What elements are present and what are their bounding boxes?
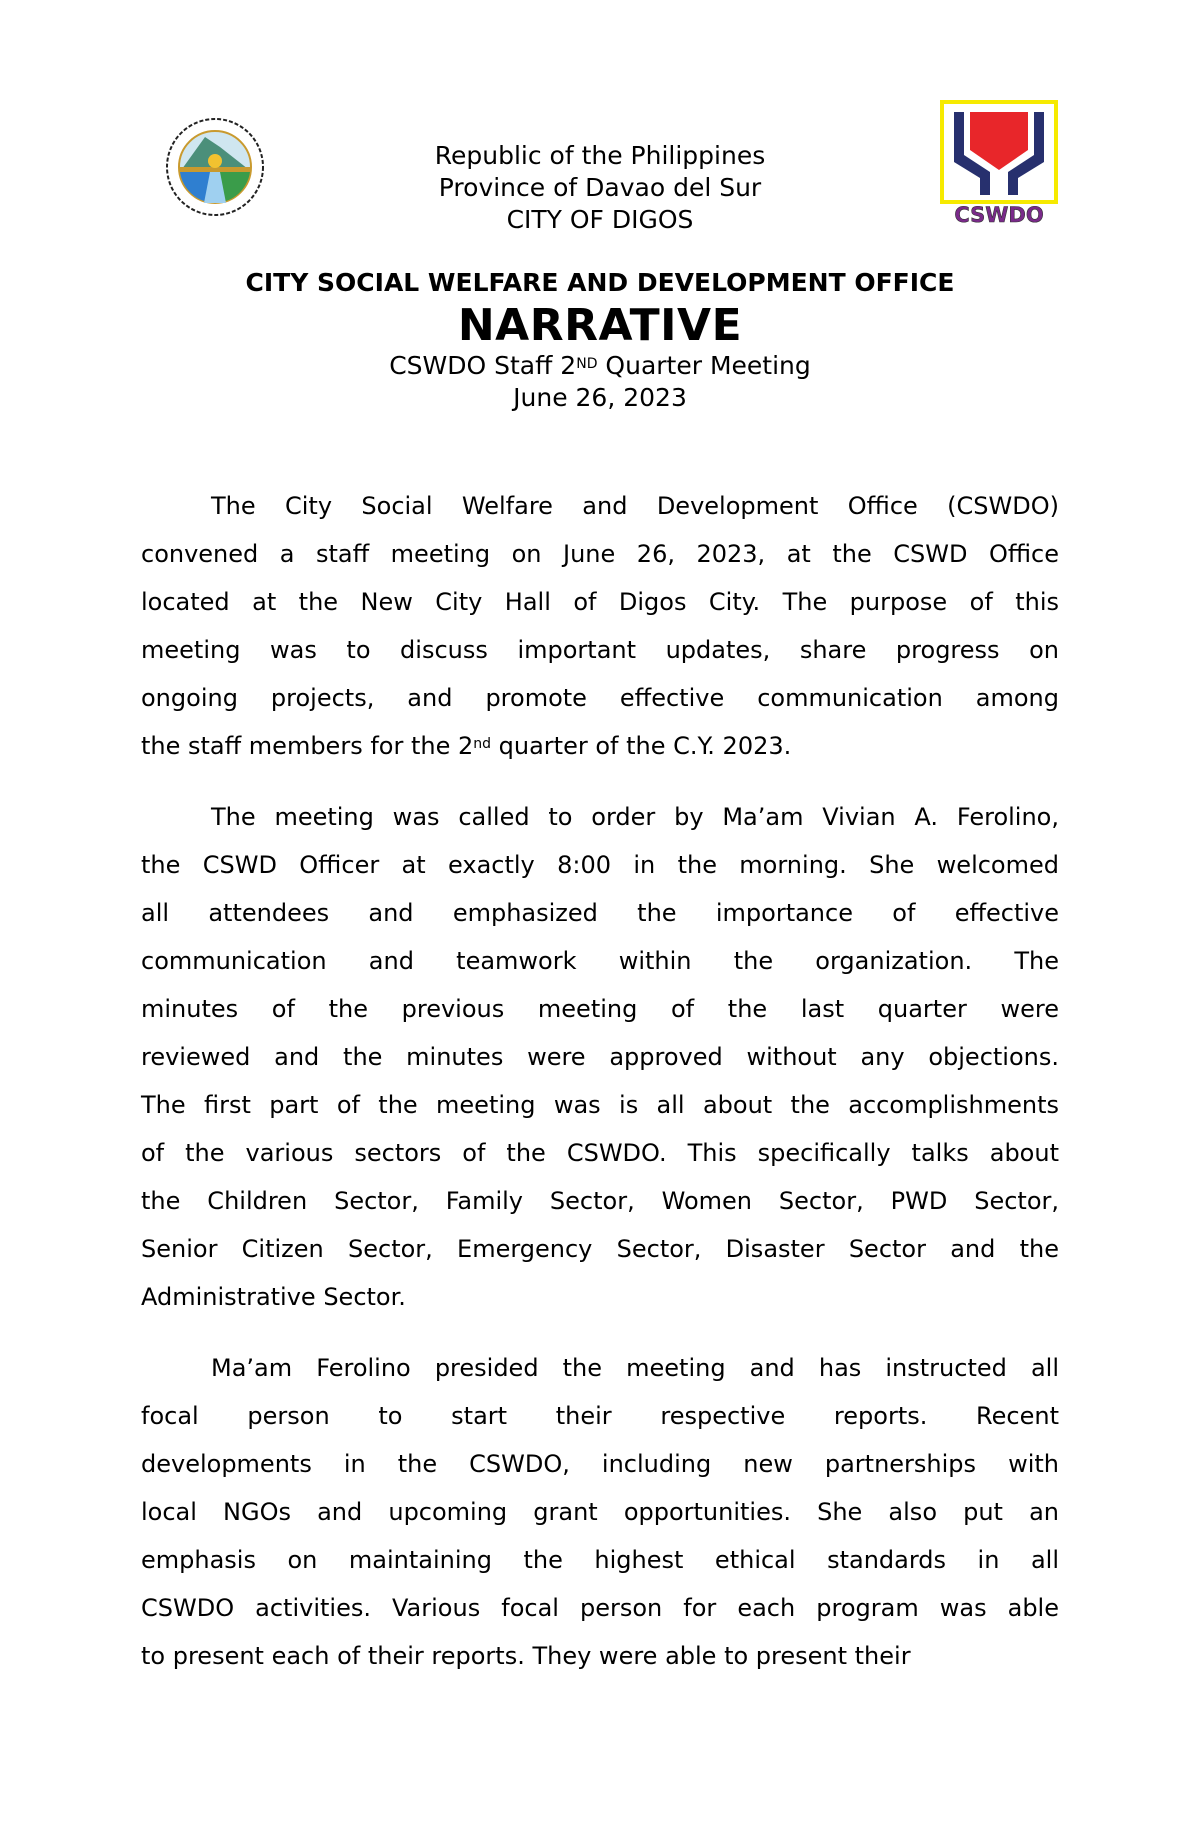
- ordinal-suffix: nd: [473, 736, 492, 752]
- text-line: the CSWD Officer at exactly 8:00 in the morning. She welcomed: [141, 851, 1059, 879]
- paragraph: [141, 1344, 1059, 1680]
- narrative-body: [141, 482, 1059, 1703]
- text-line: Senior Citizen Sector, Emergency Sector, Disaster Sector and the: [141, 1235, 1059, 1263]
- letterhead: [0, 140, 1200, 236]
- text-line: emphasis on maintaining the highest ethical standards in all: [141, 1546, 1059, 1574]
- text-line: The meeting was called to order by Ma’am Vivian A. Ferolino,: [211, 803, 1059, 831]
- text-line: Administrative Sector.: [141, 1283, 406, 1311]
- text-line: all attendees and emphasized the importance of effective: [141, 899, 1059, 927]
- meeting-title-text: CSWDO Staff 2: [389, 351, 577, 380]
- text-line: reviewed and the minutes were approved without any objections.: [141, 1043, 1059, 1071]
- text-line: located at the New City Hall of Digos City. The purpose of this: [141, 588, 1059, 616]
- text-line: local NGOs and upcoming grant opportunities. She also put an: [141, 1498, 1059, 1526]
- text-line: focal person to start their respective reports. Recent: [141, 1402, 1059, 1430]
- document-title: NARRATIVE: [457, 300, 743, 351]
- meeting-date: June 26, 2023: [513, 383, 687, 412]
- text-line: The first part of the meeting was is all about the accomplishments: [141, 1091, 1059, 1119]
- city-line: CITY OF DIGOS: [506, 205, 694, 234]
- text-fragment: the staff members for the 2: [141, 732, 474, 760]
- text-line: the Children Sector, Family Sector, Women Sector, PWD Sector,: [141, 1187, 1059, 1215]
- text-line: developments in the CSWDO, including new partnerships with: [141, 1450, 1059, 1478]
- ordinal-suffix: ND: [576, 356, 598, 372]
- svg-text:CSWDO: CSWDO: [954, 203, 1044, 225]
- text-line: to present each of their reports. They were able to present their: [141, 1642, 911, 1670]
- province-line: Province of Davao del Sur: [438, 173, 762, 202]
- text-line: minutes of the previous meeting of the last quarter were: [141, 995, 1059, 1023]
- text-line: CSWDO activities. Various focal person for each program was able: [141, 1594, 1059, 1622]
- meeting-title: [0, 350, 1200, 382]
- meeting-title-text: Quarter Meeting: [597, 351, 811, 380]
- text-line: [141, 722, 1059, 770]
- text-line: Ma’am Ferolino presided the meeting and has instructed all: [211, 1354, 1059, 1382]
- text-line: meeting was to discuss important updates, share progress on: [141, 636, 1059, 664]
- text-line: of the various sectors of the CSWDO. This specifically talks about: [141, 1139, 1059, 1167]
- text-line: convened a staff meeting on June 26, 2023, at the CSWD Office: [141, 540, 1059, 568]
- paragraph: [141, 793, 1059, 1321]
- text-line: communication and teamwork within the organization. The: [141, 947, 1059, 975]
- paragraph: [141, 482, 1059, 770]
- meeting-info: [0, 350, 1200, 414]
- text-line: ongoing projects, and promote effective communication among: [141, 684, 1059, 712]
- text-fragment: quarter of the C.Y. 2023.: [491, 732, 792, 760]
- text-line: The City Social Welfare and Development Office (CSWDO): [211, 492, 1059, 520]
- office-name: CITY SOCIAL WELFARE AND DEVELOPMENT OFFICE: [245, 268, 955, 297]
- republic-line: Republic of the Philippines: [434, 141, 766, 170]
